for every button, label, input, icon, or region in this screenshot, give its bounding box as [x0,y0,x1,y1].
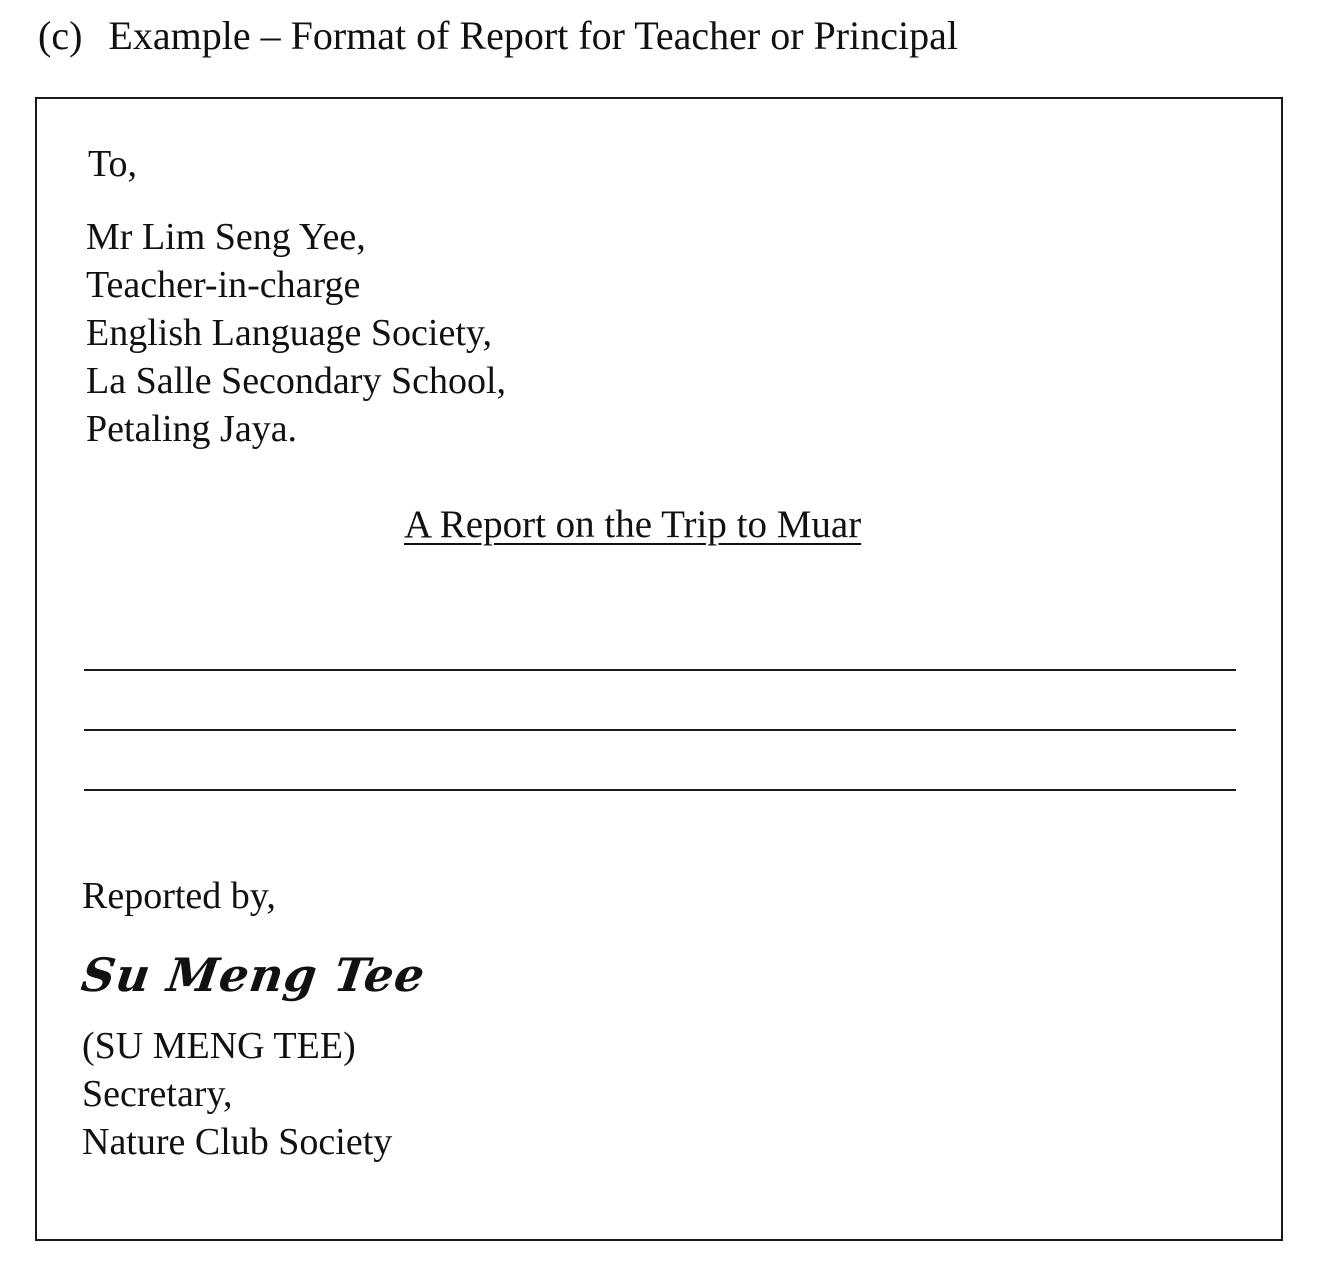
signature: Su Meng Tee [78,948,429,1002]
salutation: To, [88,143,138,185]
recipient-address [86,213,506,453]
report-title: A Report on the Trip to Muar [404,503,862,546]
sender-position: Secretary, [82,1073,233,1115]
section-heading [38,10,958,62]
body-line [84,789,1236,791]
recipient-name: Mr Lim Seng Yee, [86,216,366,258]
recipient-role: Teacher-in-charge [86,264,361,306]
recipient-school: La Salle Secondary School, [86,360,507,402]
sender-details [82,1022,392,1166]
sender-organization: Nature Club Society [82,1121,393,1163]
body-line [84,729,1236,731]
reported-by-label: Reported by, [82,875,276,917]
recipient-society: English Language Society, [86,312,492,354]
recipient-city: Petaling Jaya. [86,408,298,450]
section-label: (c) [38,13,83,58]
sender-name: (SU MENG TEE) [82,1025,356,1067]
section-title: Example – Format of Report for Teacher or Principal [108,13,958,58]
body-line [84,669,1236,671]
